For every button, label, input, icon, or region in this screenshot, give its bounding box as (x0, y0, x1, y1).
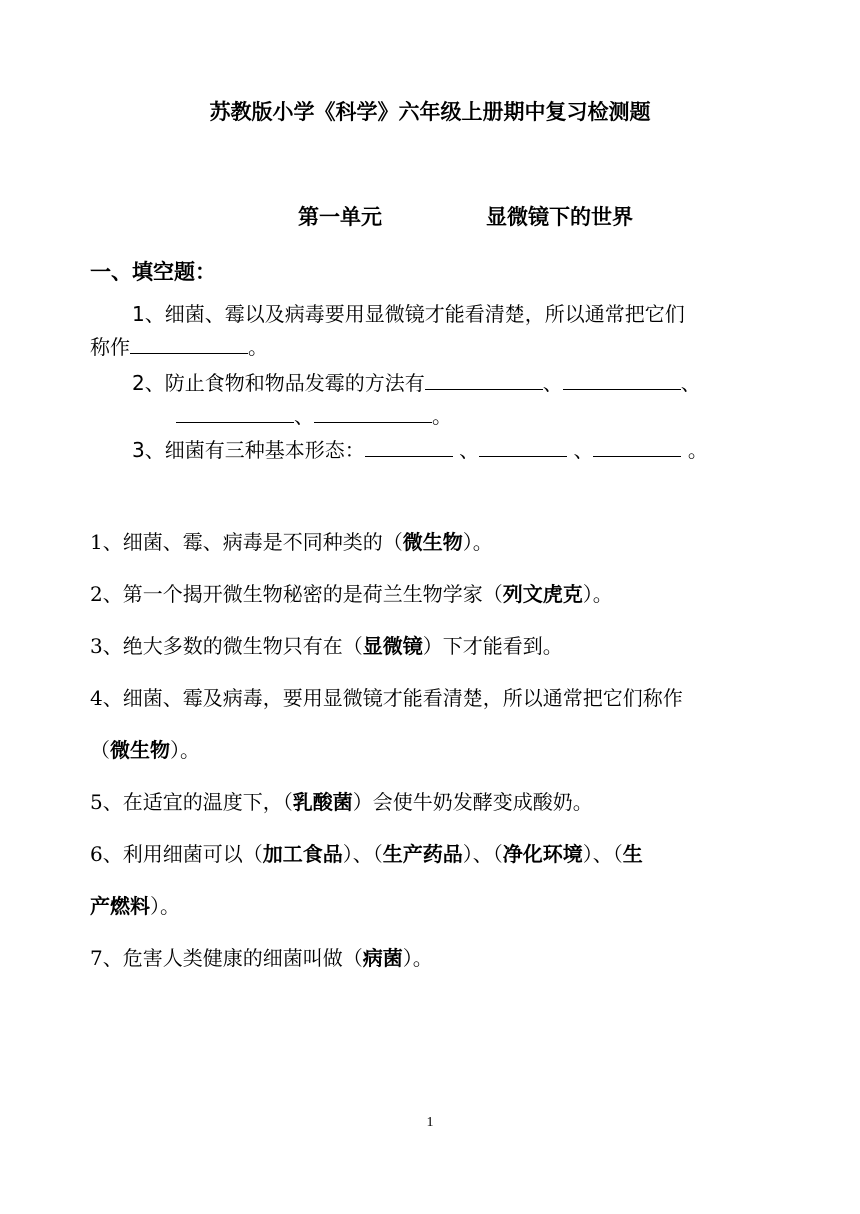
unit-name: 显微镜下的世界 (486, 205, 633, 229)
page-number: 1 (426, 1115, 434, 1130)
answer-blank[interactable] (479, 438, 567, 457)
answer-line-4-continued: （微生物）。 (90, 738, 200, 762)
answer-line-7: 7、危害人类健康的细菌叫做（病菌）。 (90, 946, 433, 970)
page-title: 苏教版小学《科学》六年级上册期中复习检测题 (209, 100, 651, 124)
question-2-line-2: 、 。 (176, 400, 452, 429)
answer-blank[interactable] (365, 438, 453, 457)
answer-line-6: 6、利用细菌可以（加工食品）、（生产药品）、（净化环境）、（生 (90, 842, 643, 866)
answer-blank[interactable] (176, 404, 294, 423)
unit-heading (298, 201, 633, 231)
answer-line-5: 5、在适宜的温度下，（乳酸菌）会使牛奶发酵变成酸奶。 (90, 790, 593, 814)
section-heading: 一、填空题： (90, 260, 216, 284)
question-1-line-2: 称作 。 (90, 335, 268, 359)
question-3: 3、细菌有三种基本形态： 、 、 。 (132, 438, 708, 462)
answer-line-1: 1、细菌、霉、病毒是不同种类的（微生物）。 (90, 530, 493, 554)
answer-line-3: 3、绝大多数的微生物只有在（显微镜）下才能看到。 (90, 634, 563, 658)
answer-blank[interactable] (314, 404, 432, 423)
unit-label: 第一单元 (298, 205, 382, 229)
answer-blank[interactable] (593, 438, 681, 457)
answer-blank[interactable] (425, 371, 543, 390)
question-1-line-1: 1、细菌、霉以及病毒要用显微镜才能看清楚，所以通常把它们 (132, 302, 685, 326)
question-2-line-1: 2、防止食物和物品发霉的方法有 、 、 (132, 371, 701, 395)
answer-line-4: 4、细菌、霉及病毒，要用显微镜才能看清楚，所以通常把它们称作 (90, 686, 683, 710)
answer-blank[interactable] (130, 335, 248, 354)
answer-line-6-continued: 产燃料）。 (90, 894, 180, 918)
answer-line-2: 2、第一个揭开微生物秘密的是荷兰生物学家（列文虎克）。 (90, 582, 613, 606)
answer-blank[interactable] (563, 371, 681, 390)
